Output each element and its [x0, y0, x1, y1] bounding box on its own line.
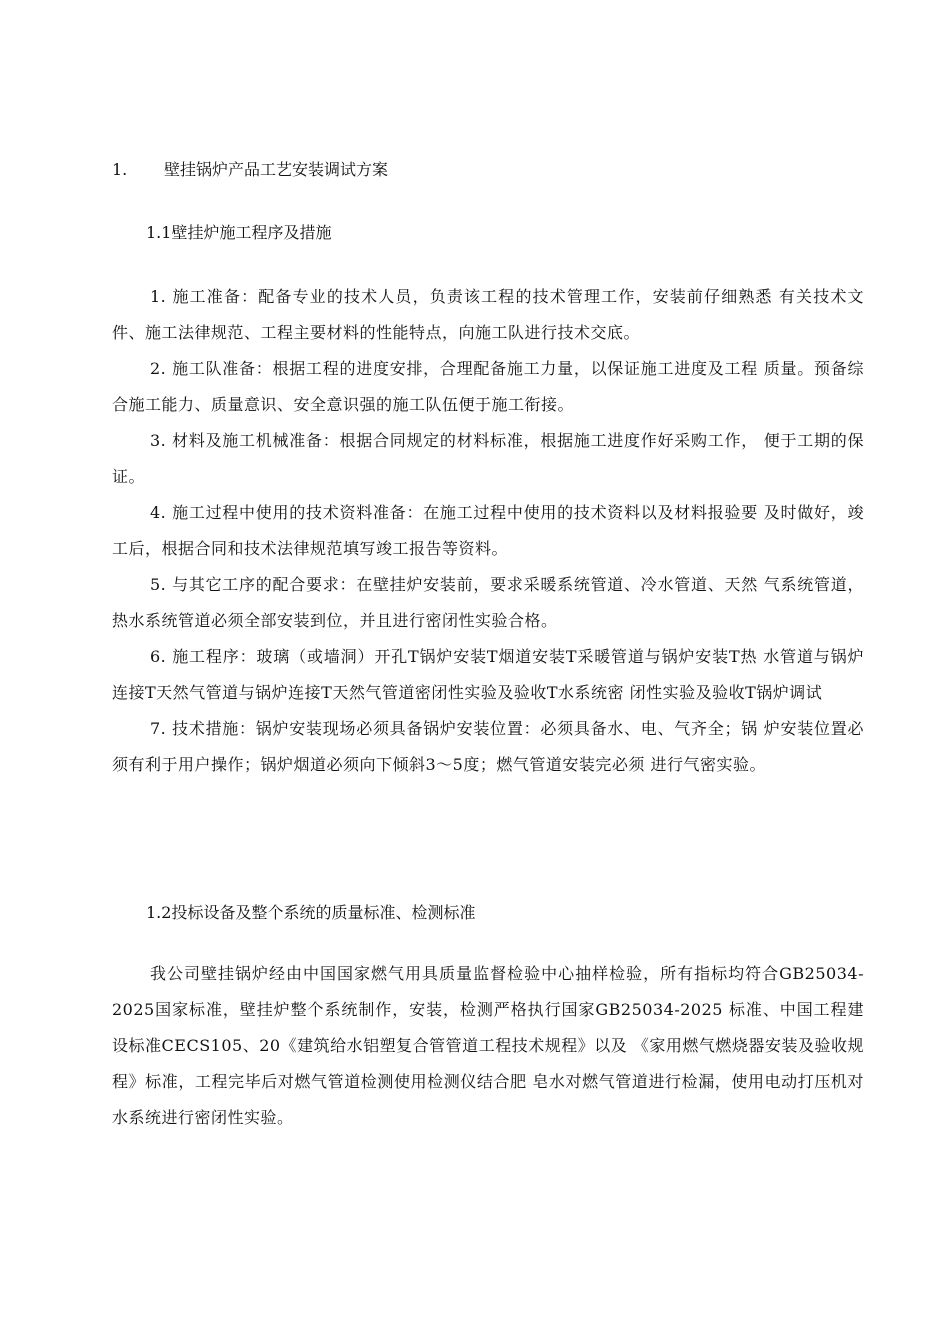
section-1-1-items	[112, 279, 864, 783]
list-item: 1. 施工准备：配备专业的技术人员，负责该工程的技术管理工作，安装前仔细熟悉 有关技术文件、施工法律规范、工程主要材料的性能特点，向施工队进行技术交底。	[112, 287, 864, 342]
chapter-title: 壁挂锅炉产品工艺安装调试方案	[164, 160, 389, 179]
list-item: 4. 施工过程中使用的技术资料准备：在施工过程中使用的技术资料以及材料报验要 及时做好，竣工后，根据合同和技术法律规范填写竣工报告等资料。	[112, 503, 864, 558]
list-item: 7. 技术措施：锅炉安装现场必须具备锅炉安装位置：必须具备水、电、气齐全；锅 炉安装位置必须有利于用户操作；锅炉烟道必须向下倾斜3〜5度；燃气管道安装完必须 进行气密实验。	[112, 719, 864, 774]
section-1-2-paragraph: 我公司壁挂锅炉经由中国国家燃气用具质量监督检验中心抽样检验，所有指标均符合GB25034-2025国家标准，壁挂炉整个系统制作，安装，检测严格执行国家GB25034-2025 标准、中国工程建设标准CECS105、20《建筑给水铝塑复合管管道工程技术规程》以及 《家用燃气燃烧器安装及验收规程》标准，工程完毕后对燃气管道检测使用检测仪结合肥 皂水对燃气管道进行检漏，使用电动打压机对水系统进行密闭性实验。	[112, 964, 864, 1127]
list-item: 3. 材料及施工机械准备：根据合同规定的材料标准，根据施工进度作好采购工作， 便于工期的保证。	[112, 431, 864, 486]
chapter-heading	[112, 158, 388, 182]
list-item: 2. 施工队准备：根据工程的进度安排，合理配备施工力量，以保证施工进度及工程 质量。预备综合施工能力、质量意识、安全意识强的施工队伍便于施工衔接。	[112, 359, 864, 414]
list-item: 5. 与其它工序的配合要求：在壁挂炉安装前，要求采暖系统管道、冷水管道、天然 气系统管道，热水系统管道必须全部安装到位，并且进行密闭性实验合格。	[112, 575, 864, 630]
section-1-1-title: 1.1壁挂炉施工程序及措施	[146, 223, 332, 242]
chapter-number: 1.	[112, 160, 128, 179]
list-item: 6. 施工程序：玻璃（或墙洞）开孔T锅炉安装T烟道安装T采暖管道与锅炉安装T热 水管道与锅炉连接T天然气管道与锅炉连接T天然气管道密闭性实验及验收T水系统密 闭性实验及验收T锅炉调试	[112, 647, 864, 702]
section-1-2-body	[112, 956, 864, 1136]
section-1-2-title: 1.2投标设备及整个系统的质量标准、检测标准	[146, 903, 476, 922]
